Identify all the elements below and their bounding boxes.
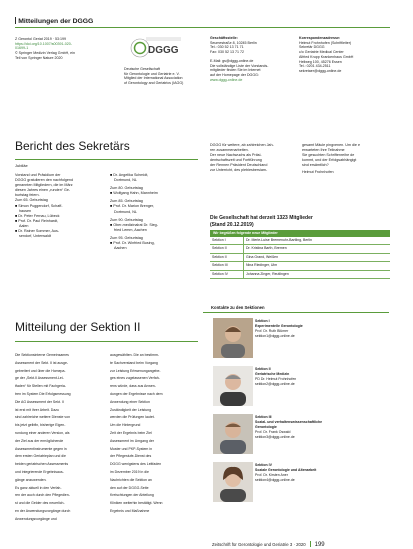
sektion2-col-1 <box>15 352 103 524</box>
text-line: und integrierende Ergebnisaus- <box>15 469 64 474</box>
contact-text <box>255 319 385 339</box>
society-line: für Gerontologie und Geriatrie e. V. <box>124 71 180 76</box>
text-line: dem ersten Geriatrieplan und die <box>15 454 66 459</box>
doi-link-cont[interactable]: 01699-1 <box>15 46 29 51</box>
text-line: ren zusammenarbeiten. <box>210 148 249 153</box>
text-line: gebreitert und über die Homepa- <box>15 368 66 373</box>
contact-email[interactable]: sektion4@dggg-online.de <box>255 477 295 482</box>
sektion2-title: Mitteilung der Sektion II <box>15 320 141 334</box>
society-line: Deutsche Gesellschaft <box>124 67 160 71</box>
sekretaer-col-4 <box>302 143 390 176</box>
divider <box>15 159 198 160</box>
list-item: Dortmund, NL <box>114 209 137 214</box>
divider <box>15 341 198 342</box>
office-line: Fax: 030 52 13 71 72 <box>210 50 244 55</box>
portrait-photo <box>213 414 253 454</box>
footer-journal: Zeitschrift für Gerontologie und Geriatrie 3 · 2020 <box>212 542 306 547</box>
text-line: sind ersämtlich? <box>302 163 329 168</box>
svg-text:DGGG: DGGG <box>148 45 179 56</box>
office-line: auf der Homepage der DGGG: <box>210 72 259 77</box>
contact-card <box>203 318 389 370</box>
portrait-photo <box>213 318 253 358</box>
table-cell: Dr. Kristina Barth, Bremen <box>246 246 287 251</box>
list-item: ■ Simon Puggendorf, Schaff- <box>15 203 63 208</box>
contact-person: Prof. Dr. Kirsten Aner <box>255 472 288 477</box>
text-line: zur Unterricht, des plebiesbersiam- <box>210 168 268 173</box>
text-line: der Ziel aus der ermöglichende <box>15 438 64 443</box>
contact-topic: Soziale Gerontologie und Altenarbeit <box>255 467 317 472</box>
text-line: DGGG für weitere, ab zahlreichen Jah- <box>210 143 274 147</box>
text-line: Anwendungsvorgänge und <box>15 516 57 521</box>
page-footer <box>212 541 325 548</box>
list-item: Aachen <box>114 246 127 251</box>
text-line: Die Sektionsinterne Gemeinsames <box>15 353 69 357</box>
text-line: Es ganz aktuell in den Verfah- <box>15 485 62 490</box>
text-line: Assessmentinstrumente gegen in <box>15 446 67 451</box>
office-line: Tel.: 030 52 13 71 71 <box>210 45 244 50</box>
text-line: Ergebnis und Maßnahme <box>110 508 150 513</box>
list-item: sendorf, Unterwaldt <box>19 234 51 239</box>
text-line: rens würde, dass aus Anwen- <box>110 384 156 389</box>
office-email[interactable]: E-Mail: gs@dggg-online.de <box>210 58 254 63</box>
correspondence-line: Sekretär DGGG <box>299 45 325 50</box>
text-line: burtstag feiern. <box>15 193 40 198</box>
society-line: Mitglied der International Association <box>124 76 183 81</box>
list-item: Aalen <box>19 223 29 228</box>
text-line: Zum 65. Geburtstag <box>15 198 48 203</box>
text-line: Vorstand und Präsidium der <box>15 173 61 177</box>
signature-name: Helmut Frohnhofen <box>302 170 334 175</box>
contact-card <box>203 366 389 418</box>
text-line: Um die Hintergrund <box>110 423 141 428</box>
text-line: rundung einer anderen Version, als <box>15 430 70 435</box>
section-contacts <box>203 304 389 482</box>
table-cell: Sektion I <box>210 237 244 244</box>
office-line: Seumestraße 8, 10245 Berlin <box>210 40 257 45</box>
office-website-link[interactable]: www.dggg-online.de <box>210 77 243 82</box>
correspondence-title: Korrespondenzadresse: <box>299 36 341 40</box>
table-cell: Sektion II <box>210 254 244 261</box>
contact-topic: Sozial- und verhaltenswissenschaftliche <box>255 419 323 424</box>
table-cell: Sektion III <box>210 262 244 269</box>
contact-topic: Geriatrische Medizin <box>255 371 290 376</box>
text-line: dentschaftszeit und Fortführung <box>210 158 262 163</box>
contact-email[interactable]: sektion2@dggg-online.de <box>255 381 295 386</box>
table-cell: Sektion II <box>210 245 244 252</box>
office-title: Geschäftsstelle: <box>210 36 238 40</box>
text-line: Muster und PKP-System in <box>110 446 153 451</box>
office-block <box>210 36 295 82</box>
sekretaer-col-1 <box>15 173 103 239</box>
correspondence-line: Helmut Frohnhofen (Schriftleiter) <box>299 40 352 45</box>
contact-topic: Experimentelle Gerontologie <box>255 323 303 328</box>
text-line: genannten Mitgliedern, die im März <box>15 183 73 188</box>
text-line: Kreischtungen der Abteilung <box>110 493 154 498</box>
correspondence-line: Alfried Krupp Krankenhaus GmbH <box>299 54 354 59</box>
sekretaer-subtitle: Jubiläe <box>15 163 28 168</box>
text-line: Der neue Nachwuchs als Präsi- <box>210 153 262 158</box>
list-item: ■ Prof. Dr. Winfried Busing, <box>110 241 155 246</box>
text-line: ist erst mit ihrer Arbeit. Dazu <box>15 407 59 412</box>
text-line: Zum 95. Geburtstag <box>110 235 143 240</box>
text-line: ge der „Sekt.II Assessment-Lei- <box>15 376 64 381</box>
text-line: Assessment im Umgang der <box>110 438 154 443</box>
list-item: ■ Dr. Peter Fernau, Lübeck <box>15 213 60 218</box>
text-line: ges eines zugelassenen Verfah- <box>110 376 160 381</box>
text-line: Assessment der Sekt. II ist ausge- <box>15 360 69 365</box>
table-cell: Gina Grand, Weißen <box>246 254 279 259</box>
copyright-line: Teil von Springer Nature 2020 <box>15 55 63 60</box>
table-row <box>210 245 390 253</box>
contact-email[interactable]: sektion3@dggg-online.de <box>255 434 295 439</box>
society-block <box>124 67 194 86</box>
correspondence-block <box>299 36 389 74</box>
members-heading <box>210 215 390 228</box>
sekretaer-col-3 <box>210 143 298 174</box>
contact-email[interactable]: sektion1@dggg-online.de <box>255 333 295 338</box>
section-label: Mitteilungen der DGGG <box>18 18 94 25</box>
text-line: der Rennen Präsident Deutschland <box>210 163 268 168</box>
correspondence-email[interactable]: sekretaer@dggg-online.de <box>299 68 342 73</box>
list-item: hausen <box>19 208 32 213</box>
text-line: der Pflegestufe-Dienst des <box>110 454 152 459</box>
text-line: den auf der DGGG-Seite <box>110 485 149 490</box>
text-line: Nachrichten die Sektion an <box>110 477 152 482</box>
contact-text <box>255 367 385 387</box>
contact-topic: Gerontologie <box>255 424 277 429</box>
text-line: diesen Jahres einen „runden“ Ge- <box>15 188 71 193</box>
text-line: Zum 80. Geburtstag <box>110 186 143 191</box>
copyright-line: © Springer Medizin Verlag GmbH, ein <box>15 51 75 56</box>
text-line: kommt, und der Erfolgsabhängigt <box>302 158 357 163</box>
text-line: Zum 85. Geburtstag <box>110 199 143 204</box>
sekretaer-col-2 <box>110 173 198 251</box>
text-line: en der Anwendungsvorgänge durch <box>15 508 71 513</box>
text-line: bis jetzt gelbfin, bisherige Eigen- <box>15 423 66 428</box>
contact-person: PD Dr. Helmut Frohnhofen <box>255 376 297 381</box>
correspondence-line: Tel.: 0201 434-2511 <box>299 64 331 69</box>
correspondence-line: Hellweg 100, 45276 Essen <box>299 59 342 64</box>
list-item: ■ Prof. Dr. Marion Brenger, <box>110 204 155 209</box>
members-table-header: Wir begrüßen folgende neue Mitglieder <box>210 230 390 237</box>
list-item: ■ Ober-medizinalrat Dr. Sieg- <box>110 222 158 227</box>
contact-card <box>203 462 389 514</box>
text-line: Zuständigkeit der Leistung <box>110 407 152 412</box>
text-line: zur Leistung Erbwenungangebe- <box>110 368 161 373</box>
sektion2-col-2 <box>110 352 198 516</box>
table-row <box>210 237 390 245</box>
text-line: Die AG Assessment der Sekt. II <box>15 399 64 404</box>
list-item: fried Lemm, Aachen <box>114 227 147 232</box>
contact-card <box>203 414 389 466</box>
table-row <box>210 254 390 262</box>
contact-section: Sektion IV <box>255 463 272 467</box>
text-line: Sie gesuchten Schriftenreihe de <box>302 153 355 158</box>
dggg-logo-icon <box>126 36 183 61</box>
text-line: ren der auch durch den Pflegedien- <box>15 493 70 498</box>
text-line: sind zahlreiche weitere Dienste von <box>15 415 71 420</box>
correspondence-line: c/o Geriatrie Medical Center <box>299 50 344 55</box>
contact-person: Prof. Dr. Frank Oswald <box>255 429 291 434</box>
text-line: gänge anzuwenden. <box>15 477 47 482</box>
text-line: beiden geriatrischen Assessments <box>15 462 69 467</box>
text-line: te Sachverstand beim Vorgang <box>110 360 158 365</box>
section-header <box>15 17 390 28</box>
text-line: Zum 90. Geburtstag <box>110 217 143 222</box>
contact-section: Sektion III <box>255 415 272 419</box>
contact-text <box>255 415 385 440</box>
text-line: werden die Prüfungen lautet. <box>110 415 155 420</box>
contact-text <box>255 463 385 483</box>
table-cell: Dr. Merle-Luise Bremenuhr-Bartling, Berlin <box>246 238 312 242</box>
text-line: Anwendung einer Sektion <box>110 399 150 404</box>
text-line: gesamt Mäule pingvenen. Um die e <box>302 143 361 147</box>
text-line: dungen der Ergebnisse nach dem <box>110 391 163 396</box>
contact-section: Sektion I <box>255 319 270 323</box>
dggg-logo <box>126 36 183 61</box>
table-cell: Nina Riedinger, Ulm <box>246 263 278 268</box>
table-cell: Johanna Zinger, Reutlingen <box>246 271 289 276</box>
text-line: tren im System Die Erfolgsmessung <box>15 391 71 396</box>
contacts-title: Kontakte zu den Sektionen <box>203 304 389 313</box>
text-line: st und die Gelder des neuerlich- <box>15 501 65 506</box>
list-item: Dortmund, NL <box>114 178 137 183</box>
office-line: Die vollständige Liste der Vorstands- <box>210 63 269 68</box>
text-line: tfaden“ für Stellen mit Fachgeria- <box>15 384 66 389</box>
text-line: Kliniken weiterhin bestätigt. Wenn <box>110 501 163 506</box>
doi-link[interactable]: https://doi.org/10.1007/s00391-020- <box>15 41 72 46</box>
footer-divider <box>310 541 311 547</box>
table-cell: Sektion IV <box>210 271 244 278</box>
members-subtitle: (Stand 20.12.2019) <box>210 221 254 228</box>
contact-person: Prof. Dr. Ruth Blümer <box>255 328 289 333</box>
society-line: of Gerontology and Geriatrics (IAGG) <box>124 81 184 86</box>
text-line: Zeit der Ergebnis beim Ziel <box>110 430 152 435</box>
text-line: DGGG wenigstens des Leitfaden <box>110 462 162 467</box>
page-number: 199 <box>314 542 325 548</box>
list-item: ■ Prof. Dr. Paul Reinhardt, <box>15 218 59 223</box>
citation-line: Z Gerontol Geriat 2019 · 53:199 <box>15 37 66 41</box>
text-line: im Dezember 2019 in die <box>110 469 149 474</box>
portrait-photo <box>213 462 253 502</box>
list-item: ■ Wolfgang Hahn, Mannheim <box>110 191 158 196</box>
sekretaer-title: Bericht des Sekretärs <box>15 139 130 153</box>
header-mark <box>15 17 16 24</box>
list-item: ■ Dr. Rainer Sommer, Aus- <box>15 229 60 234</box>
portrait-photo <box>213 366 253 406</box>
text-line: erwarteten Ihre Teilnahme <box>302 148 345 153</box>
table-row <box>210 262 390 270</box>
citation-block <box>15 37 120 61</box>
table-row <box>210 271 390 279</box>
list-item: ■ Dr. Angelika Schmidt, <box>110 173 149 177</box>
text-line: DGGG gratulieren den nachfolgend <box>15 178 74 183</box>
contact-section: Sektion II <box>255 367 271 371</box>
office-line: mitglieder finden Sie im Internet <box>210 68 261 73</box>
members-table <box>210 230 390 279</box>
text-line: ausgewählten. Die an bestimm- <box>110 353 160 357</box>
members-title: Die Gesellschaft hat derzeit 1323 Mitglieder <box>210 215 313 221</box>
